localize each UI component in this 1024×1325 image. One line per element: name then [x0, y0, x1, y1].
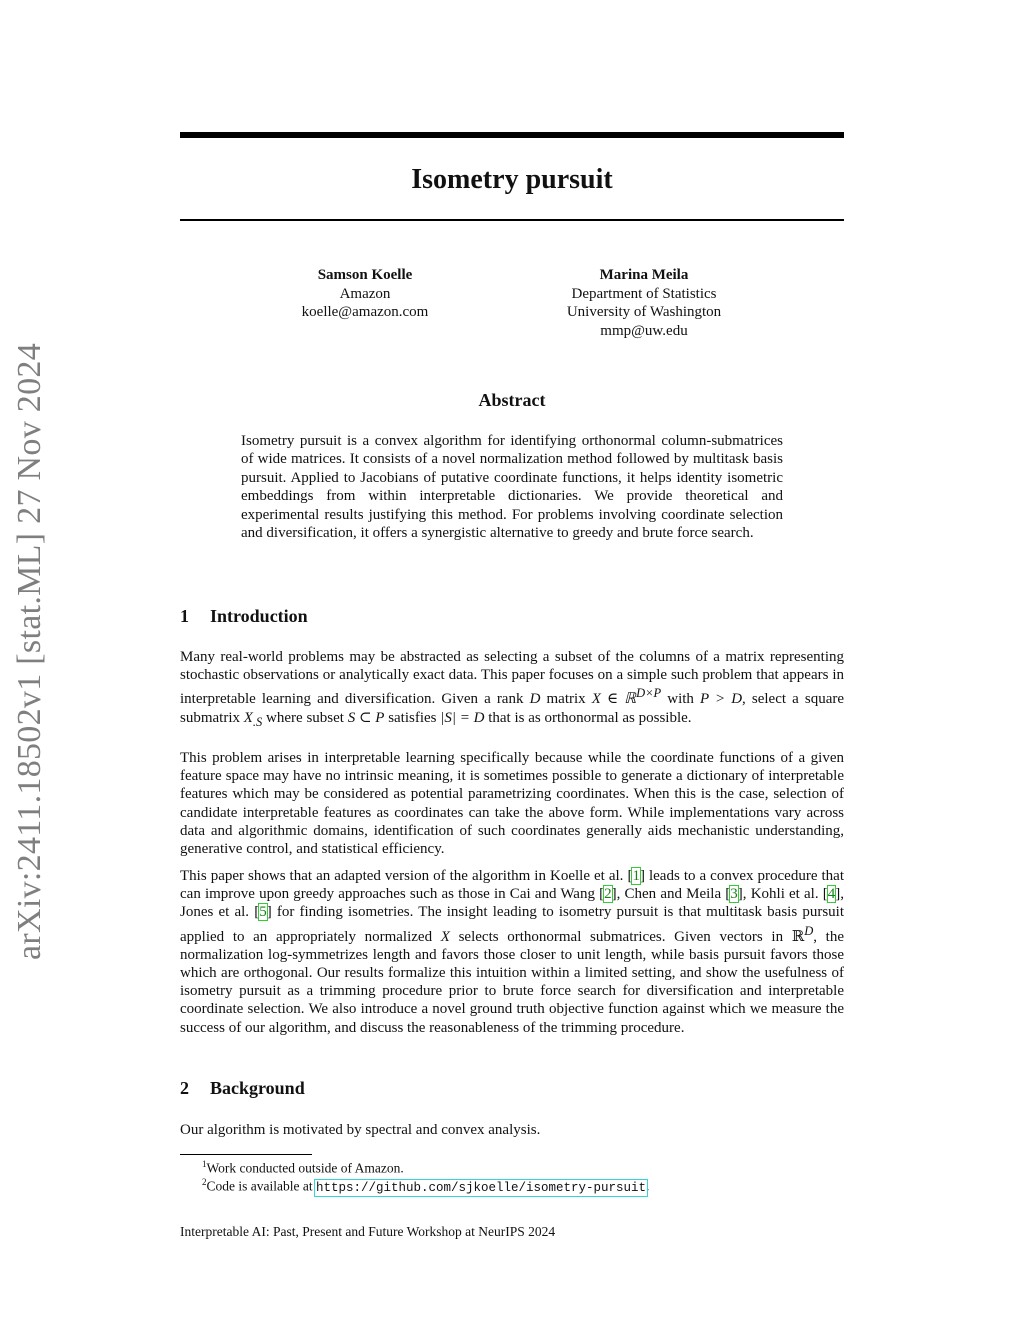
code-repository-link[interactable]: https://github.com/sjkoelle/isometry-pursuit: [315, 1180, 647, 1195]
section-heading-introduction: [180, 604, 308, 628]
author-name: Samson Koelle: [317, 267, 413, 283]
arxiv-stamp: arXiv:2411.18502v1 [stat.ML] 27 Nov 2024: [11, 342, 48, 960]
intro-paragraph-2: This problem arises in interpretable learning specifically because while the coordinate functions of a given feature space may have no intrinsic meaning, it is sometimes possible to generate a dictionary of interpretable features which may be considered as potential parametrizing coordinates. When this is the case, selection of candidate interpretable features as coordinates can take the above form. While implementations vary across data and algorithmic domains, identification of such coordinates generally aids mechanistic understanding, generative control, and statistical efficiency.: [180, 750, 844, 858]
section-number: 2: [180, 1078, 189, 1098]
author-email: koelle@amazon.com: [301, 304, 429, 320]
citation-link[interactable]: 2: [604, 886, 612, 903]
author-affiliation: University of Washington: [566, 304, 722, 320]
intro-paragraph-3: This paper shows that an adapted version of the algorithm in Koelle et al. [1] leads to a convex procedure that can improve upon greedy approaches such as those in Cai and Wang [2], Chen and Meila [3], Kohli et al. [4], Jones et al. [5] for finding isometries. The insight leading to isometry pursuit is that multitask basis pursuit applied to an appropriately normalized X selects orthonormal submatrices. Given vectors in ℝ$^D$, the normalization log-symmetrizes length and favors those closer to unit length, while basis pursuit favors those which are orthogonal. Our results formalize this intuition within a limited setting, and show the usefulness of isometry pursuit as a trimming procedure prior to brute force search for diversification and interpretable coordinate selection. We also introduce a novel ground truth objective function against which we measure the success of our algorithm, and discuss the reasonableness of the trimming procedure.: [180, 868, 845, 1036]
abstract-text: Isometry pursuit is a convex algorithm for identifying orthonormal column-submatrices of wide matrices. It consists of a novel normalization method followed by multitask basis pursuit. Applied to Jacobians of putative coordinate functions, it helps identity isometric embeddings from within interpretable dictionaries. We provide theoretical and experimental results justifying this method. For problems involving coordinate selection and diversification, it offers a synergistic alternative to greedy and brute force search.: [241, 433, 783, 542]
section-title: Introduction: [210, 606, 308, 626]
author-name: Marina Meila: [599, 267, 689, 283]
footnote-1: $^1$Work conducted outside of Amazon.: [202, 1159, 404, 1176]
citation-link[interactable]: 3: [730, 886, 738, 903]
intro-paragraph-1: Many real-world problems may be abstracted as selecting a subset of the columns of a matrix representing stochastic observations or analytically exact data. This paper focuses on a simple such problem that appears in interpretable learning and diversification. Given a rank D matrix X ∈ ℝ$^{D\times P}$ with P > D, select a square submatrix $X_{.S}$ where subset S ⊂ P satisfies |S| = D that is as orthonormal as possible.: [180, 649, 845, 729]
venue-footer: Interpretable AI: Past, Present and Future Workshop at NeurIPS 2024: [180, 1224, 556, 1239]
author-email: mmp@uw.edu: [600, 322, 688, 339]
section-heading-background: [180, 1076, 305, 1100]
paper-title: Isometry pursuit: [411, 164, 613, 195]
citation-link[interactable]: 5: [259, 904, 267, 921]
title-rule-bottom: [180, 219, 844, 221]
author-department: Department of Statistics: [571, 285, 717, 302]
author-affiliation: Amazon: [339, 285, 391, 302]
section-number: 1: [180, 606, 189, 626]
abstract-heading: Abstract: [478, 390, 546, 410]
title-rule-top: [180, 132, 844, 138]
footnote-2: $^2$Code is available at https://github.com/sjkoelle/isometry-pursuit.: [202, 1177, 650, 1195]
background-paragraph-1: Our algorithm is motivated by spectral and convex analysis.: [180, 1122, 541, 1138]
author-block-2: [529, 266, 759, 340]
section-title: Background: [210, 1078, 305, 1098]
citation-link[interactable]: 1: [632, 868, 640, 884]
author-block-1: [250, 266, 480, 322]
citation-link[interactable]: 4: [827, 886, 836, 903]
footnote-rule: [180, 1154, 312, 1155]
